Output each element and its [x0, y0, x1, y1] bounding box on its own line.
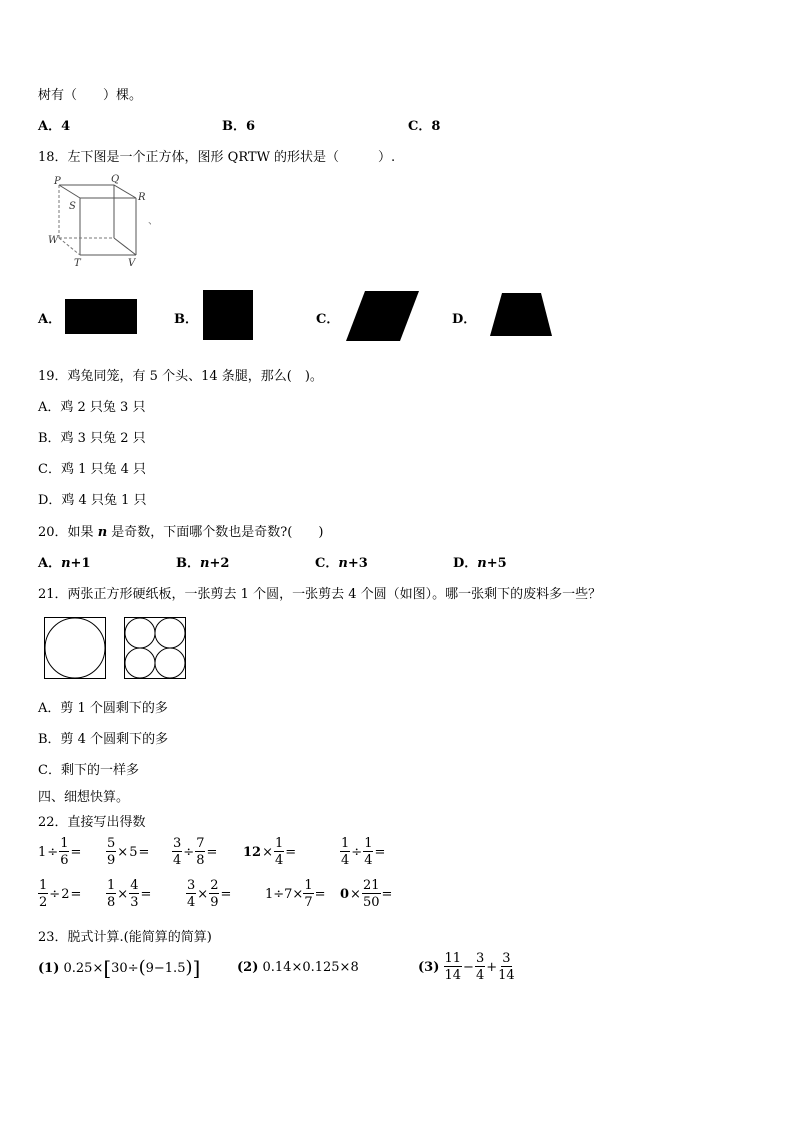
- denominator: 8: [196, 853, 205, 868]
- numerator: 1: [364, 836, 373, 851]
- left-bracket: [: [103, 956, 112, 980]
- operator: ÷: [47, 844, 59, 860]
- q19-option-a[interactable]: A．鸡 2 只兔 3 只: [38, 400, 146, 415]
- q22-r1-e1: [38, 837, 82, 867]
- denominator: 2: [39, 895, 48, 910]
- q22-r2-e3: [186, 879, 232, 909]
- q21-option-c[interactable]: C．剩下的一样多: [38, 763, 139, 778]
- numerator: 1: [304, 878, 313, 893]
- q20-stem-pre: 20．如果: [38, 525, 98, 540]
- denominator: 4: [341, 853, 350, 868]
- q18-option-b-label[interactable]: B．: [174, 312, 198, 327]
- q18-option-a-label[interactable]: A．: [38, 312, 62, 327]
- equals: =: [285, 844, 297, 860]
- numerator: 3: [187, 878, 196, 893]
- equals: =: [138, 844, 150, 860]
- fraction: [498, 952, 515, 982]
- numerator: 1: [39, 878, 48, 893]
- stray-mark: 、: [148, 216, 158, 227]
- q21-option-b[interactable]: B．剪 4 个圆剩下的多: [38, 732, 169, 747]
- numerator: 1: [275, 836, 284, 851]
- operator: ÷: [49, 886, 61, 902]
- q20-stem: [38, 521, 323, 540]
- q22-r2-e5: [340, 879, 393, 909]
- num: 0: [340, 886, 350, 902]
- numerator: 1: [60, 836, 69, 851]
- cube-figure: [44, 172, 159, 272]
- right-bracket: ]: [192, 956, 201, 980]
- q20-option-c-expr: +3: [347, 556, 368, 571]
- q20-option-d-expr: +5: [486, 556, 507, 571]
- denominator: 14: [444, 968, 462, 983]
- operator: ×: [262, 844, 273, 860]
- fraction: [106, 879, 116, 909]
- numerator: 7: [196, 836, 205, 851]
- q23-stem: 23．脱式计算.(能简算的简算): [38, 930, 212, 945]
- q20-option-d[interactable]: [453, 552, 507, 571]
- q20-option-c-var: n: [338, 556, 348, 571]
- fraction: [38, 879, 48, 909]
- q18-option-b-square[interactable]: [203, 290, 253, 340]
- q20-option-b-expr: +2: [209, 556, 230, 571]
- expr-a: 0.25×: [63, 960, 104, 976]
- q22-r2-e1: [38, 879, 82, 909]
- q20-option-a-expr: +1: [70, 556, 91, 571]
- q17-option-b[interactable]: B．6: [222, 119, 256, 134]
- denominator: 9: [107, 853, 116, 868]
- fraction: [340, 837, 350, 867]
- cube-label-s: S: [69, 201, 76, 212]
- expr-b: 30÷: [111, 960, 139, 976]
- denominator: 3: [130, 895, 139, 910]
- denominator: 8: [107, 895, 116, 910]
- denominator: 4: [364, 853, 373, 868]
- num: 2: [61, 886, 70, 902]
- cube-label-q: Q: [111, 174, 120, 185]
- cube-label-v: V: [128, 258, 136, 269]
- cube-label-p: P: [54, 176, 61, 187]
- fraction: [106, 837, 116, 867]
- operator: −: [463, 959, 474, 975]
- q20-option-b-var: n: [200, 556, 210, 571]
- section-4-heading: 四、细想快算。: [38, 790, 130, 805]
- numerator: 3: [475, 951, 485, 966]
- fraction: [195, 837, 205, 867]
- fraction: [172, 837, 182, 867]
- cube-label-r: R: [138, 192, 146, 203]
- q20-var: n: [97, 525, 108, 540]
- q17-option-c[interactable]: C．8: [408, 119, 441, 134]
- part-label: (1): [38, 960, 60, 976]
- q20-option-a[interactable]: [38, 552, 91, 571]
- num: 5: [129, 844, 138, 860]
- q18-option-d-trapezoid[interactable]: [489, 292, 553, 337]
- q22-r2-e2: [106, 879, 152, 909]
- right-paren: ): [185, 957, 193, 978]
- denominator: 4: [275, 853, 284, 868]
- fraction: [129, 879, 139, 909]
- fraction: [362, 879, 381, 909]
- num: 1÷7×: [265, 886, 304, 902]
- q23-part-1: [38, 958, 200, 978]
- num: 1: [38, 844, 47, 860]
- operator: ÷: [351, 844, 363, 860]
- operator: ×: [350, 886, 361, 902]
- q18-option-d-label[interactable]: D．: [452, 312, 477, 327]
- q20-option-a-var: n: [61, 556, 71, 571]
- operator: ×: [117, 886, 129, 902]
- q20-stem-post: 是奇数，下面哪个数也是奇数?( ): [107, 525, 324, 540]
- denominator: 4: [475, 968, 485, 983]
- q22-stem: 22．直接写出得数: [38, 815, 146, 830]
- q20-option-c-label: C．: [315, 556, 339, 571]
- square-four-circles-figure: [124, 617, 186, 679]
- fraction: [209, 879, 219, 909]
- operator: ×: [117, 844, 129, 860]
- q17-tail: 树有（ ）棵。: [38, 88, 143, 103]
- q18-option-a-rectangle[interactable]: [65, 299, 137, 334]
- fraction: [59, 837, 69, 867]
- q22-r1-e3: [172, 837, 218, 867]
- fraction: [274, 837, 284, 867]
- q20-option-c[interactable]: [315, 552, 368, 571]
- fraction: [444, 952, 463, 982]
- numerator: 2: [210, 878, 219, 893]
- q20-option-b[interactable]: [176, 552, 229, 571]
- denominator: 50: [362, 895, 380, 910]
- equals: =: [206, 844, 218, 860]
- denominator: 6: [60, 853, 69, 868]
- denominator: 7: [304, 895, 313, 910]
- q20-option-a-label: A．: [38, 556, 62, 571]
- q19-stem: 19．鸡兔同笼，有 5 个头、14 条腿，那么( )。: [38, 369, 323, 384]
- numerator: 11: [444, 951, 462, 966]
- q21-stem: 21．两张正方形硬纸板，一张剪去 1 个圆，一张剪去 4 个圆（如图）。哪一张剩下的废料多一些？: [38, 587, 602, 602]
- part-label: (2): [237, 960, 259, 975]
- q19-option-c[interactable]: C．鸡 1 只兔 4 只: [38, 462, 147, 477]
- operator: +: [486, 959, 498, 975]
- q20-option-d-var: n: [477, 556, 487, 571]
- q23-part-2: [237, 960, 359, 975]
- q19-option-d[interactable]: D．鸡 4 只兔 1 只: [38, 493, 147, 508]
- fraction: [303, 879, 313, 909]
- cube-label-w: W: [48, 235, 59, 246]
- denominator: 4: [187, 895, 196, 910]
- q18-option-c-label[interactable]: C．: [316, 312, 340, 327]
- q22-r2-e4: [265, 879, 327, 909]
- numerator: 21: [362, 878, 380, 893]
- numerator: 3: [173, 836, 182, 851]
- q17-option-a[interactable]: A．4: [38, 119, 71, 134]
- numerator: 1: [341, 836, 350, 851]
- q18-option-c-parallelogram[interactable]: [345, 290, 420, 342]
- operator: ×: [197, 886, 209, 902]
- square-one-circle-figure: [44, 617, 106, 679]
- equals: =: [381, 886, 393, 902]
- denominator: 14: [498, 968, 515, 983]
- num: 12: [243, 844, 262, 860]
- denominator: 4: [173, 853, 182, 868]
- operator: ÷: [183, 844, 195, 860]
- equals: =: [70, 844, 82, 860]
- numerator: 5: [107, 836, 116, 851]
- q20-option-b-label: B．: [176, 556, 200, 571]
- equals: =: [374, 844, 386, 860]
- q23-part-3: [418, 952, 515, 982]
- q21-option-a[interactable]: A．剪 1 个圆剩下的多: [38, 701, 168, 716]
- cube-svg: [44, 172, 159, 272]
- q22-r1-e5: [340, 837, 386, 867]
- numerator: 1: [107, 878, 116, 893]
- q22-r1-e2: [106, 837, 150, 867]
- part-label: (3): [418, 959, 440, 975]
- q19-option-b[interactable]: B．鸡 3 只兔 2 只: [38, 431, 146, 446]
- q22-r1-e4: [243, 837, 297, 867]
- q18-stem: 18．左下图是一个正方体，图形 QRTW 的形状是（ ）.: [38, 150, 396, 165]
- expr: 0.14×0.125×8: [262, 960, 359, 975]
- numerator: 3: [502, 951, 511, 966]
- expr-c: 9−1.5: [145, 960, 186, 976]
- equals: =: [314, 886, 326, 902]
- left-paren: (: [138, 957, 146, 978]
- fraction: [186, 879, 196, 909]
- denominator: 9: [210, 895, 219, 910]
- equals: =: [70, 886, 82, 902]
- equals: =: [220, 886, 232, 902]
- fraction: [475, 952, 485, 982]
- fraction: [363, 837, 373, 867]
- q20-option-d-label: D．: [453, 556, 478, 571]
- cube-label-t: T: [74, 258, 81, 269]
- equals: =: [140, 886, 152, 902]
- numerator: 4: [130, 878, 139, 893]
